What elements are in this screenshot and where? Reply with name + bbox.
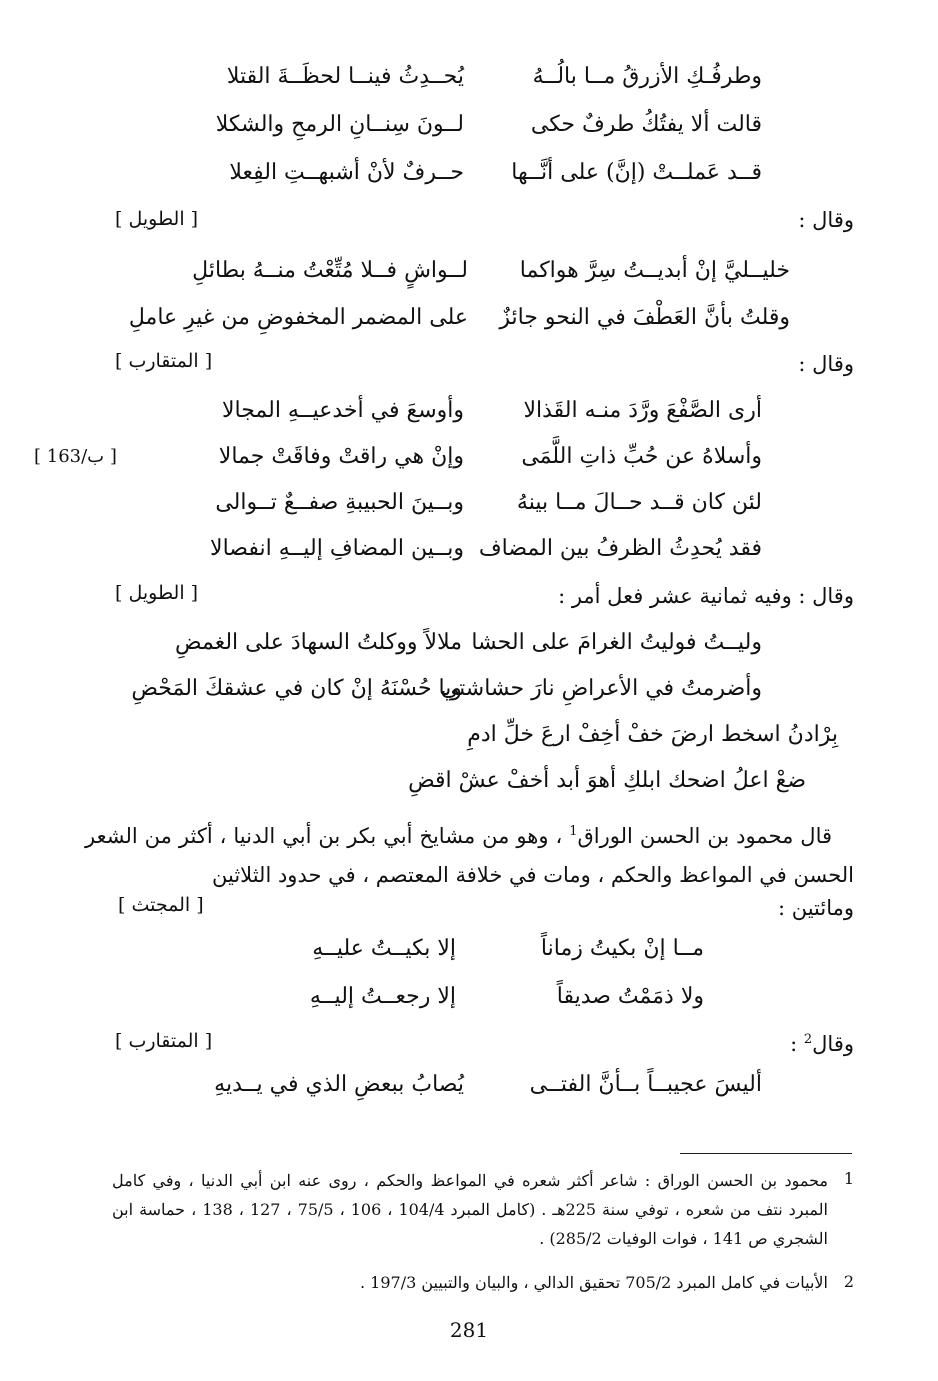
poem2-verse2-left: على المضمر المخفوضِ من غيرِ عاملِ (128, 305, 468, 330)
biography-ending: ومائتين : (777, 896, 854, 920)
poem4-verse1-right: وليــتُ فوليتُ الغرامَ على الحشا (471, 630, 762, 655)
intro-6-text: وقال (812, 1032, 854, 1056)
poem1-verse2-right: قالت ألا يفتُكُ طرفٌ حكى (530, 112, 762, 137)
meter-label-6: [ المتقارب ] (115, 1030, 213, 1052)
poem3-verse2-right: وأسلاهُ عن حُبِّ ذاتِ اللَّمَى (521, 444, 762, 469)
poem6-verse1-left: يُصابُ ببعضِ الذي في يــديهِ (214, 1072, 464, 1097)
poem5-verse1-right: مــا إنْ بكيتُ زماناً (540, 936, 704, 961)
intro-3: وقال : (798, 352, 854, 376)
poem1-verse3-left: حــرفٌ لأنْ أشبهــتِ الفِعلا (229, 160, 464, 185)
meter-label-3: [ المتقارب ] (115, 350, 213, 372)
poem3-verse4-right: فقد يُحدِثُ الظرفُ بين المضاف (478, 536, 762, 561)
page-number: 281 (449, 1318, 489, 1342)
footnote-1-number: 1 (843, 1169, 854, 1188)
poem3-verse4-left: وبــين المضافِ إليــهِ انفصالا (210, 536, 464, 561)
poem3-verse3-right: لئن كان قــد حــالَ مــا بينهُ (516, 490, 762, 515)
footnote-1-text: محمود بن الحسن الوراق : شاعر أكثر شعره في المواعظ والحكم ، روى عنه ابن أبي الدنيا ، وفي كامل المبرد نتف من شعره ، توفي سنة 225هـ . (كامل المبرد 104/4 ، 106 ، 75/5 ، 127 ، 138 ، حماسة ابن الشجري ص 141 ، فوات الوفيات 285/2) . (112, 1171, 828, 1248)
poem3-verse1-left: وأوسعَ في أخدعيــهِ المجالا (221, 398, 464, 423)
poem2-verse1-right: خليــليَّ إنْ أبديــتُ سِرَّ هواكما (519, 258, 790, 283)
manuscript-folio-marker: [ 163/ب ] (34, 446, 117, 467)
poem5-verse2-right: ولا ذمَمْتُ صديقاً (556, 984, 704, 1009)
meter-label-4: [ الطويل ] (115, 582, 199, 604)
footnote-2-number: 2 (843, 1272, 854, 1291)
footnote-ref-1[interactable]: 1 (569, 824, 578, 839)
meter-label-5: [ المجتث ] (118, 894, 204, 916)
poem3-verse3-left: وبــينَ الحبيبةِ صفــعٌ تــوالى (215, 490, 464, 515)
intro-6 (790, 1032, 854, 1056)
poem1-verse1-right: وطرفُـكِ الأزرقُ مــا بالُــهُ (532, 64, 762, 89)
poem2-verse1-left: لــواشٍ فــلا مُتِّعْتُ منــهُ بطائلِ (192, 258, 468, 283)
intro-6-colon: : (790, 1032, 804, 1056)
poem1-verse3-right: قــد عَملــتْ (إنَّ) على أنَّــها (511, 160, 762, 185)
poem4-verse2-left: ويا حُسْنَهُ إنْ كان في عشقكَ المَحْضِ (131, 676, 462, 701)
biography-text-start: قال محمود بن الحسن الوراق (577, 824, 832, 848)
biography-text-rest: ، وهو من مشايخ أبي بكر بن أبي الدنيا ، أكثر من الشعر الحسن في المواعظ والحكم ، ومات في خلافة المعتصم ، في حدود الثلاثين (85, 824, 854, 887)
meter-label-2: [ الطويل ] (115, 208, 199, 230)
poem3-verse1-right: أرى الصَّفْعَ ورَّدَ منـه القَذالا (523, 398, 762, 423)
biography-paragraph (85, 812, 854, 895)
poem3-verse2-left: وإنْ هي راقتْ وفاقَتْ جمالا (218, 444, 464, 469)
poem5-verse2-left: إلا رجعــتُ إليــهِ (309, 984, 456, 1009)
poem5-verse1-left: إلا بكيــتُ عليــهِ (312, 936, 456, 961)
poem1-verse2-left: لــونَ سِنــانِ الرمحِ والشكلا (215, 112, 464, 137)
intro-4: وقال : وفيه ثمانية عشر فعل أمر : (558, 584, 854, 608)
poem2-verse2-right: وقلتُ بأنَّ العَطْفَ في النحو جائزٌ (499, 305, 790, 330)
imperatives-line-2: ضعْ اعلُ اضحك ابلكِ أهوَ أبد أخفْ عشْ اقضِ (408, 768, 806, 793)
poem4-verse1-left: ملالاً ووكلتُ السهادَ على الغمضِ (175, 630, 462, 655)
poem1-verse1-left: يُحــدِثُ فينــا لحظَــةَ القتلا (226, 64, 464, 89)
footnote-separator (680, 1153, 852, 1154)
poem6-verse1-right: أليسَ عجيبــاً بــأنَّ الفتــى (529, 1072, 762, 1097)
poem4-verse2-right: وأضرمتُ في الأعراضِ نارَ حشاشتي (440, 676, 762, 701)
footnote-2-text: الأبيات في كامل المبرد 705/2 تحقيق الدالي ، والبيان والتبيين 197/3 . (359, 1273, 828, 1292)
intro-2: وقال : (798, 208, 854, 232)
imperatives-line-1: بِرْادنُ اسخط ارضَ خفْ أخِفْ ارعَ خلِّ ادمِ (467, 722, 838, 747)
footnote-ref-2[interactable]: 2 (803, 1032, 813, 1047)
